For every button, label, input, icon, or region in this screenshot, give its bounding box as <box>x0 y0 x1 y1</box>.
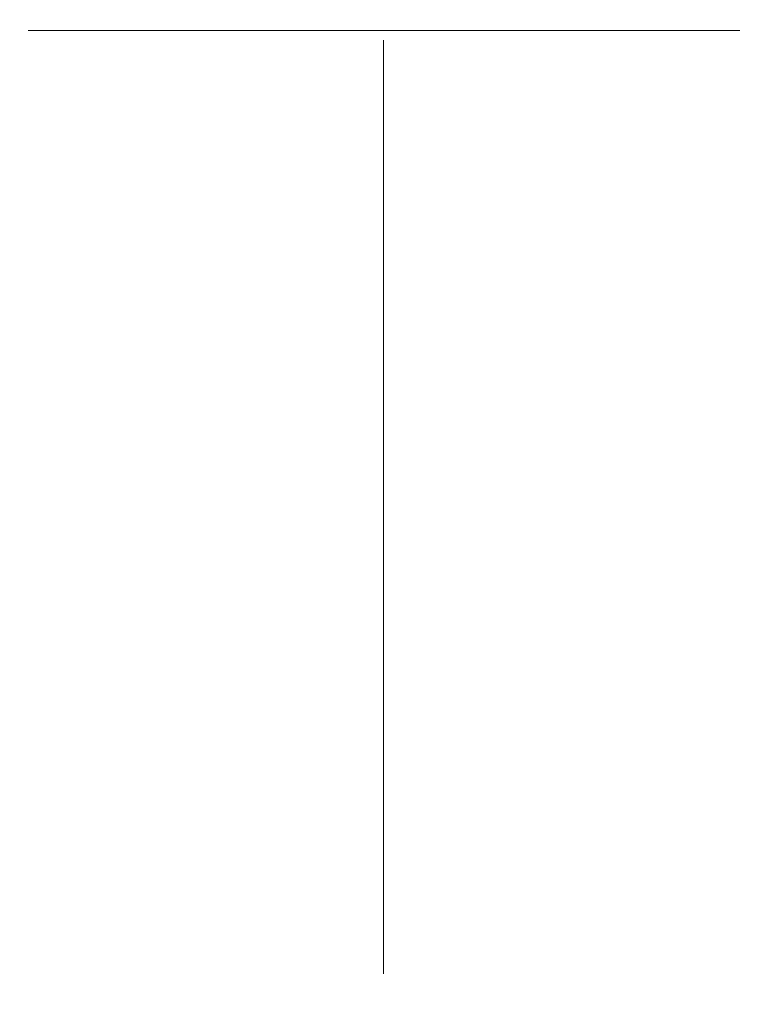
header-rule <box>28 30 740 31</box>
column-divider <box>383 40 384 974</box>
left-column <box>54 46 374 106</box>
